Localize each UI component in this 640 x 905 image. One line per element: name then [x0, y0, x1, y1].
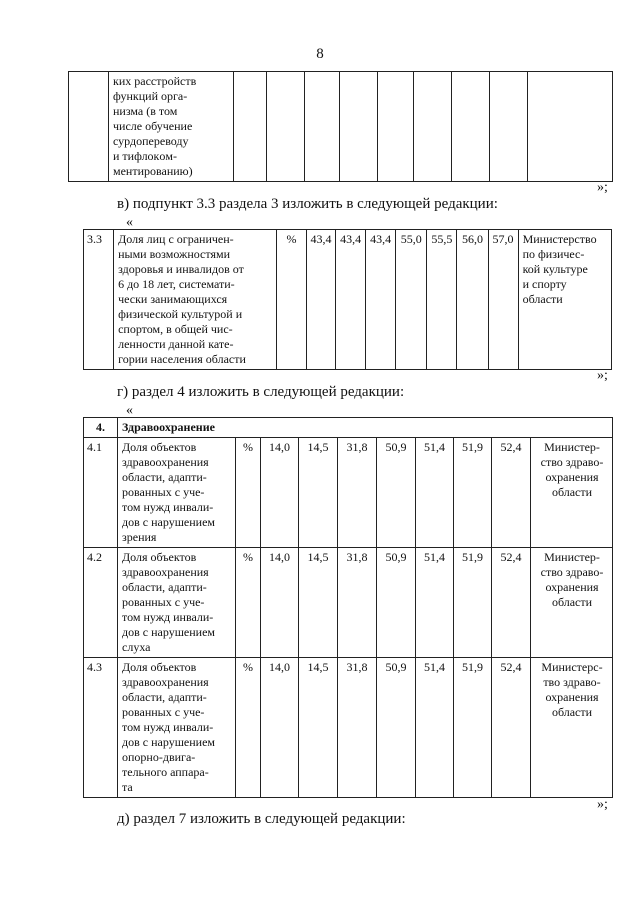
unit-cell: % — [236, 438, 261, 548]
responsible-line: по физичес- — [522, 247, 585, 261]
table-section-4 — [83, 417, 613, 798]
open-quote: « — [126, 215, 133, 230]
paragraph-v: в) подпункт 3.3 раздела 3 изложить в следующей редакции: — [117, 196, 498, 212]
value-cell: 14,0 — [261, 438, 299, 548]
unit-cell: % — [276, 230, 306, 370]
unit-cell — [234, 72, 267, 182]
row-label — [109, 72, 234, 182]
value-cell: 43,4 — [307, 230, 336, 370]
value-cell: 31,8 — [338, 438, 377, 548]
label-line: Доля объектов — [122, 440, 197, 454]
responsible-cell — [531, 658, 613, 798]
responsible-line: Министер- — [544, 440, 600, 454]
label-line: дов с нарушением — [122, 735, 216, 749]
close-quote: »; — [597, 797, 608, 812]
value-cell: 56,0 — [457, 230, 488, 370]
responsible-line: Министерство — [522, 232, 597, 246]
value-cell: 51,4 — [416, 438, 454, 548]
label-line: дов с нарушением — [122, 515, 216, 529]
label-line: ментированию) — [113, 164, 193, 178]
label-line: тельного аппара- — [122, 765, 209, 779]
value-cell: 14,0 — [261, 548, 299, 658]
value-cell: 43,4 — [336, 230, 366, 370]
paragraph-g: г) раздел 4 изложить в следующей редакции: — [117, 384, 405, 400]
label-line: слуха — [122, 640, 151, 654]
responsible-line: Министер- — [544, 550, 600, 564]
row-label — [118, 548, 236, 658]
close-quote: »; — [597, 180, 608, 195]
label-line: том нужд инвали- — [122, 500, 214, 514]
label-line: здоровья и инвалидов от — [118, 262, 244, 276]
value-cell — [340, 72, 378, 182]
section-code: 4. — [84, 418, 118, 438]
label-line: низма (в том — [113, 104, 178, 118]
value-cell — [414, 72, 452, 182]
value-cell: 55,0 — [396, 230, 427, 370]
value-cell: 43,4 — [366, 230, 396, 370]
value-cell: 50,9 — [377, 658, 416, 798]
value-cell — [305, 72, 340, 182]
open-quote: « — [126, 403, 133, 418]
value-cell: 50,9 — [377, 438, 416, 548]
value-cell: 57,0 — [488, 230, 518, 370]
responsible-cell — [531, 548, 613, 658]
row-code — [69, 72, 109, 182]
label-line: гории населения области — [118, 352, 246, 366]
responsible-line: области — [551, 485, 593, 499]
value-cell: 51,9 — [454, 548, 492, 658]
table-top — [68, 71, 613, 182]
section-header-row — [84, 418, 613, 438]
label-line: здравоохранения — [122, 565, 209, 579]
label-line: рованных с уче- — [122, 705, 205, 719]
label-line: рованных с уче- — [122, 595, 205, 609]
value-cell: 31,8 — [338, 548, 377, 658]
responsible-line: области — [522, 292, 563, 306]
value-cell: 14,5 — [299, 548, 338, 658]
responsible-line: тво здраво- — [543, 675, 601, 689]
value-cell: 52,4 — [492, 438, 531, 548]
value-cell — [452, 72, 490, 182]
responsible-line: области — [551, 595, 593, 609]
table-3-3 — [83, 229, 612, 370]
row-code: 4.3 — [84, 658, 118, 798]
label-line: Доля объектов — [122, 550, 197, 564]
label-line: функций орга- — [113, 89, 188, 103]
label-line: здравоохранения — [122, 455, 209, 469]
label-line: чески занимающихся — [118, 292, 228, 306]
label-line: числе обучение — [113, 119, 193, 133]
row-code: 3.3 — [84, 230, 114, 370]
value-cell — [490, 72, 528, 182]
unit-cell: % — [236, 548, 261, 658]
label-line: Доля лиц с ограничен- — [118, 232, 234, 246]
page-number: 8 — [316, 46, 324, 62]
value-cell: 55,5 — [427, 230, 457, 370]
value-cell: 50,9 — [377, 548, 416, 658]
label-line: дов с нарушением — [122, 625, 216, 639]
label-line: та — [122, 780, 133, 794]
responsible-line: охранения — [545, 690, 599, 704]
row-code: 4.1 — [84, 438, 118, 548]
label-line: 6 до 18 лет, системати- — [118, 277, 235, 291]
responsible-line: ство здраво- — [540, 565, 604, 579]
label-line: спортом, в общей чис- — [118, 322, 233, 336]
value-cell: 52,4 — [492, 548, 531, 658]
value-cell: 51,9 — [454, 438, 492, 548]
value-cell: 14,0 — [261, 658, 299, 798]
table-row — [84, 548, 613, 658]
responsible-line: Министерс- — [541, 660, 603, 674]
label-line: области, адапти- — [122, 470, 207, 484]
value-cell: 31,8 — [338, 658, 377, 798]
row-label — [118, 438, 236, 548]
label-line: ными возможностями — [118, 247, 230, 261]
label-line: области, адапти- — [122, 690, 207, 704]
table-row — [69, 72, 613, 182]
label-line: физической культурой и — [118, 307, 243, 321]
value-cell — [267, 72, 305, 182]
table-row — [84, 658, 613, 798]
responsible-line: ство здраво- — [540, 455, 604, 469]
responsible-line: области — [551, 705, 593, 719]
value-cell: 14,5 — [299, 438, 338, 548]
label-line: сурдопереводу — [113, 134, 189, 148]
responsible-line: кой культуре — [522, 262, 588, 276]
value-cell: 14,5 — [299, 658, 338, 798]
responsible-cell — [518, 230, 611, 370]
label-line: опорно-двига- — [122, 750, 196, 764]
label-line: Доля объектов — [122, 660, 197, 674]
label-line: области, адапти- — [122, 580, 207, 594]
row-label — [114, 230, 277, 370]
label-line: том нужд инвали- — [122, 610, 214, 624]
value-cell: 51,9 — [454, 658, 492, 798]
responsible-cell — [528, 72, 613, 182]
responsible-line: и спорту — [522, 277, 567, 291]
label-line: ких расстройств — [113, 74, 197, 88]
value-cell: 51,4 — [416, 658, 454, 798]
close-quote: »; — [597, 368, 608, 383]
row-label — [118, 658, 236, 798]
value-cell — [378, 72, 414, 182]
responsible-line: охранения — [545, 470, 599, 484]
table-row — [84, 230, 612, 370]
value-cell: 51,4 — [416, 548, 454, 658]
row-code: 4.2 — [84, 548, 118, 658]
label-line: и тифлокoм- — [113, 149, 177, 163]
responsible-line: охранения — [545, 580, 599, 594]
label-line: здравоохранения — [122, 675, 209, 689]
responsible-cell — [531, 438, 613, 548]
section-title: Здравоохранение — [118, 418, 613, 438]
table-row — [84, 438, 613, 548]
value-cell: 52,4 — [492, 658, 531, 798]
label-line: том нужд инвали- — [122, 720, 214, 734]
unit-cell: % — [236, 658, 261, 798]
paragraph-d: д) раздел 7 изложить в следующей редакции: — [117, 811, 406, 827]
label-line: рованных с уче- — [122, 485, 205, 499]
label-line: зрения — [122, 530, 157, 544]
label-line: ленности данной кате- — [118, 337, 234, 351]
